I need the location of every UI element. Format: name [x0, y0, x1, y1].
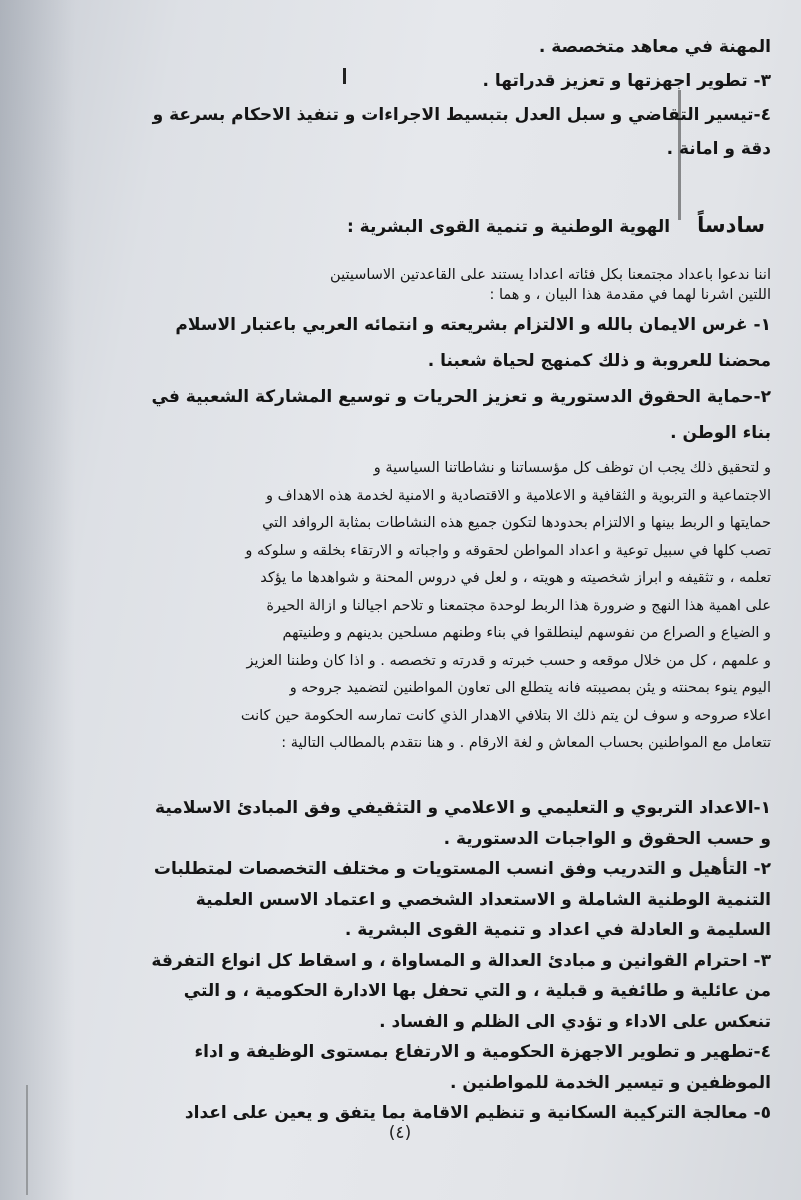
- principles-list: [63, 307, 771, 451]
- text-line: ١- غرس الايمان بالله و الالتزام بشريعته و انتمائه العربي باعتبار الاسلام: [175, 315, 771, 335]
- page-number: (٤): [388, 1123, 412, 1143]
- text-line: السليمة و العادلة في اعداد و تنمية القوى البشرية .: [344, 920, 771, 940]
- text-line: على اهمية هذا النهج و ضرورة هذا الربط لوحدة مجتمعنا و تلاحم اجيالنا و ازالة الحيرة: [266, 597, 771, 614]
- text-line: حمايتها و الربط بينها و الالتزام بحدودها لتكون جميع هذه النشاطات بمثابة الروافد التي: [262, 515, 771, 531]
- text-line: تصب كلها في سبيل توعية و اعداد المواطن لحقوقه و واجباته و الارتقاء بخلقه و سلوكه و: [245, 542, 771, 559]
- text-line: اننا ندعوا باعداد مجتمعنا بكل فئاته اعدادا يستند على القاعدتين الاساسيتين: [330, 267, 771, 283]
- text-line: و لتحقيق ذلك يجب ان توظف كل مؤسساتنا و نشاطاتنا السياسية و: [373, 460, 771, 476]
- text-line: اعلاء صروحه و سوف لن يتم ذلك الا بتلافي الاهدار الذي كانت تمارسه الحكومة حين كانت: [240, 707, 771, 724]
- text-line: ٥- معالجة التركيبة السكانية و تنظيم الاقامة بما يتفق و يعين على اعداد: [184, 1103, 771, 1123]
- text-line: ٣- تطوير اجهزتها و تعزيز قدراتها .: [482, 71, 771, 91]
- text-line: دقة و امانة .: [666, 139, 771, 159]
- text-line: ٣- احترام القوانين و مبادئ العدالة و المساواة ، و اسقاط كل انواع التفرقة: [151, 950, 771, 971]
- section-label: سادساً: [697, 213, 765, 237]
- text-line: محضنا للعروبة و ذلك كمنهج لحياة شعبنا .: [427, 351, 771, 371]
- demands-list: [63, 793, 771, 1129]
- text-line: تنعكس على الاداء و تؤدي الى الظلم و الفساد .: [379, 1011, 771, 1032]
- text-line: ١-الاعداد التربوي و التعليمي و الاعلامي و التثقيفي وفق المبادئ الاسلامية: [155, 798, 771, 818]
- intro-paragraph: [63, 265, 771, 305]
- text-line: و علمهم ، كل من خلال موقعه و حسب خبرته و قدرته و تخصصه . و اذا كان وطننا العزيز: [246, 652, 771, 669]
- section-title: الهوية الوطنية و تنمية القوى البشرية :: [346, 217, 671, 237]
- text-line: الاجتماعية و التربوية و الثقافية و الاعلامية و الاقتصادية و الامنية لخدمة هذه الاهداف و: [266, 487, 771, 504]
- text-line: بناء الوطن .: [670, 423, 771, 443]
- text-line: و حسب الحقوق و الواجبات الدستورية .: [443, 828, 771, 849]
- continued-list: [63, 30, 771, 166]
- text-line: تتعامل مع المواطنين بحساب المعاش و لغة الارقام . و هنا نتقدم بالمطالب التالية :: [281, 735, 771, 751]
- text-line: اليوم ينوء بمحنته و يئن بمصيبته فانه يتطلع الى تعاون المواطنين لتضميد جروحه و: [289, 680, 771, 696]
- text-line: من عائلية و طائفية و قبلية ، و التي تحفل بها الادارة الحكومية ، و التي: [183, 981, 771, 1001]
- text-line: ٤-تطهير و تطوير الاجهزة الحكومية و الارتفاع بمستوى الوظيفة و اداء: [194, 1042, 771, 1062]
- text-line: ٤-تيسير التقاضي و سبل العدل بتبسيط الاجراءات و تنفيذ الاحكام بسرعة و: [152, 105, 771, 125]
- text-line: ٢-حماية الحقوق الدستورية و تعزيز الحريات و توسيع المشاركة الشعبية في: [151, 387, 771, 407]
- paper-edge-mark: [26, 1085, 28, 1195]
- text-line: المهنة في معاهد متخصصة .: [538, 37, 771, 57]
- text-line: التنمية الوطنية الشاملة و الاستعداد الشخصي و اعتماد الاسس العلمية: [195, 889, 771, 910]
- text-line: ٢- التأهيل و التدريب وفق انسب المستويات و مختلف التخصصات لمتطلبات: [153, 859, 771, 879]
- body-paragraph: [63, 455, 771, 758]
- text-line: و الضياع و الصراع من نفوسهم لينطلقوا في بناء وطنهم مسلحين بدينهم و وطنيتهم: [282, 625, 771, 641]
- section-heading: [57, 205, 765, 247]
- text-line: الموظفين و تيسير الخدمة للمواطنين .: [449, 1072, 771, 1093]
- text-line: اللتين اشرنا لهما في مقدمة هذا البيان ، و هما :: [489, 287, 771, 303]
- text-line: تعلمه ، و تثقيفه و ابراز شخصيته و هويته ، و لعل في دروس المحنة و شواهدها ما يؤكد: [260, 570, 771, 586]
